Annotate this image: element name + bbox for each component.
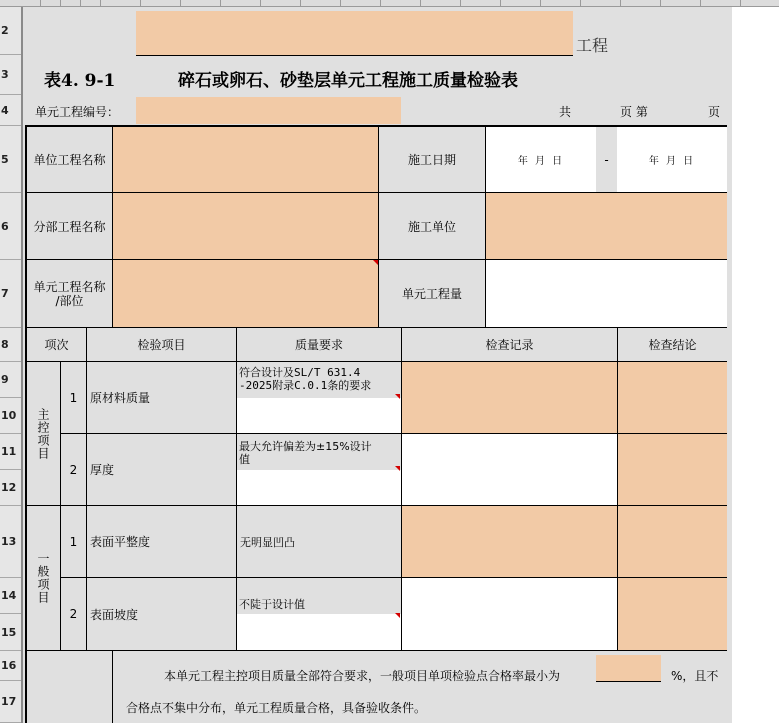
column-header-strip [0, 0, 779, 7]
main-control-group-label: 主控项目 [36, 407, 50, 460]
record-input[interactable] [402, 578, 618, 651]
contractor-label: 施工单位 [379, 193, 486, 260]
table-row-no: 1 [61, 362, 87, 434]
comment-marker-icon [395, 466, 400, 471]
record-input[interactable] [402, 362, 618, 434]
col-check-item: 检验项目 [87, 328, 237, 362]
requirement-cell [237, 362, 402, 434]
project-suffix: 工程 [576, 36, 609, 55]
check-item: 厚度 [87, 434, 237, 506]
table-row-no: 2 [61, 578, 87, 651]
requirement-cell [237, 578, 402, 651]
col-conclusion: 检查结论 [618, 328, 727, 362]
row-header-5[interactable]: 5 [0, 126, 21, 193]
start-date-field[interactable]: 年 月 日 [486, 127, 596, 193]
check-item: 表面坡度 [87, 578, 237, 651]
row-header-10[interactable]: 10 [0, 398, 21, 434]
page-title: 碎石或卵石、砂垫层单元工程施工质量检验表 [178, 71, 518, 91]
requirement-text: 不陡于设计值 [237, 578, 401, 614]
conclusion-line1-suffix: %，且不 [671, 669, 719, 683]
main-control-group [27, 362, 61, 506]
total-pages-label: 共 [559, 105, 572, 119]
conclusion-label-cell [27, 651, 113, 723]
quantity-label: 单元工程量 [379, 260, 486, 328]
conclusion-line1-prefix: 本单元工程主控项目质量全部符合要求，一般项目单项检验点合格率最小为 [164, 669, 561, 683]
row-header-12[interactable]: 12 [0, 470, 21, 506]
row-header [0, 7, 23, 723]
row-header-8[interactable]: 8 [0, 328, 21, 362]
unit-project-label: 单位工程名称 [27, 127, 113, 193]
row-header-16[interactable]: 16 [0, 651, 21, 681]
row-header-7[interactable]: 7 [0, 260, 21, 328]
row-header-14[interactable]: 14 [0, 578, 21, 614]
end-date-field[interactable]: 年 月 日 [617, 127, 727, 193]
col-requirement: 质量要求 [237, 328, 402, 362]
row-header-9[interactable]: 9 [0, 362, 21, 398]
sub-project-input[interactable] [113, 193, 379, 260]
general-group [27, 506, 61, 651]
requirement-cell [237, 434, 402, 506]
unit-code-input[interactable] [136, 97, 401, 124]
record-input[interactable] [402, 506, 618, 578]
conclusion-input[interactable] [618, 578, 727, 651]
check-item: 表面平整度 [87, 506, 237, 578]
row-header-11[interactable]: 11 [0, 434, 21, 470]
unit-code-label: 单元工程编号： [35, 105, 120, 119]
right-blank-area [732, 7, 779, 723]
requirement-text: 无明显凹凸 [237, 506, 402, 578]
unit-project-input[interactable] [113, 127, 379, 193]
page-label-end: 页 [708, 105, 721, 119]
conclusion-line2: 合格点不集中分布，单元工程质量合格，具备验收条件。 [126, 701, 427, 715]
record-input[interactable] [402, 434, 618, 506]
col-record: 检查记录 [402, 328, 618, 362]
table-number: 表4. 9-1 [44, 71, 116, 91]
conclusion-input[interactable] [618, 362, 727, 434]
pass-rate-input[interactable] [596, 655, 661, 682]
row-header-4[interactable]: 4 [0, 95, 21, 126]
row-header-15[interactable]: 15 [0, 614, 21, 651]
element-label: 单元工程名称 /部位 [27, 260, 113, 328]
requirement-text: 最大允许偏差为±15%设计 值 [237, 434, 401, 470]
conclusion-text-area [113, 651, 727, 723]
project-name-input[interactable] [136, 11, 573, 56]
quantity-input[interactable] [486, 260, 727, 328]
check-item: 原材料质量 [87, 362, 237, 434]
comment-marker-icon [395, 613, 400, 618]
element-input[interactable] [113, 260, 379, 328]
row-header-17[interactable]: 17 [0, 681, 21, 723]
general-group-label: 一般项目 [36, 552, 50, 604]
comment-marker-icon [373, 260, 378, 265]
row-header-6[interactable]: 6 [0, 193, 21, 260]
contractor-input[interactable] [486, 193, 727, 260]
row-header-13[interactable]: 13 [0, 506, 21, 578]
conclusion-input[interactable] [618, 434, 727, 506]
page-label: 页 第 [620, 105, 648, 119]
sub-project-label: 分部工程名称 [27, 193, 113, 260]
date-separator: - [596, 127, 617, 193]
requirement-text: 符合设计及SL/T 631.4 -2025附录C.0.1条的要求 [237, 362, 401, 398]
table-row-no: 1 [61, 506, 87, 578]
row-header-2[interactable]: 2 [0, 7, 21, 55]
date-label: 施工日期 [379, 127, 486, 193]
conclusion-input[interactable] [618, 506, 727, 578]
col-item-no: 项次 [27, 328, 87, 362]
table-row-no: 2 [61, 434, 87, 506]
row-header-3[interactable]: 3 [0, 55, 21, 95]
comment-marker-icon [395, 394, 400, 399]
